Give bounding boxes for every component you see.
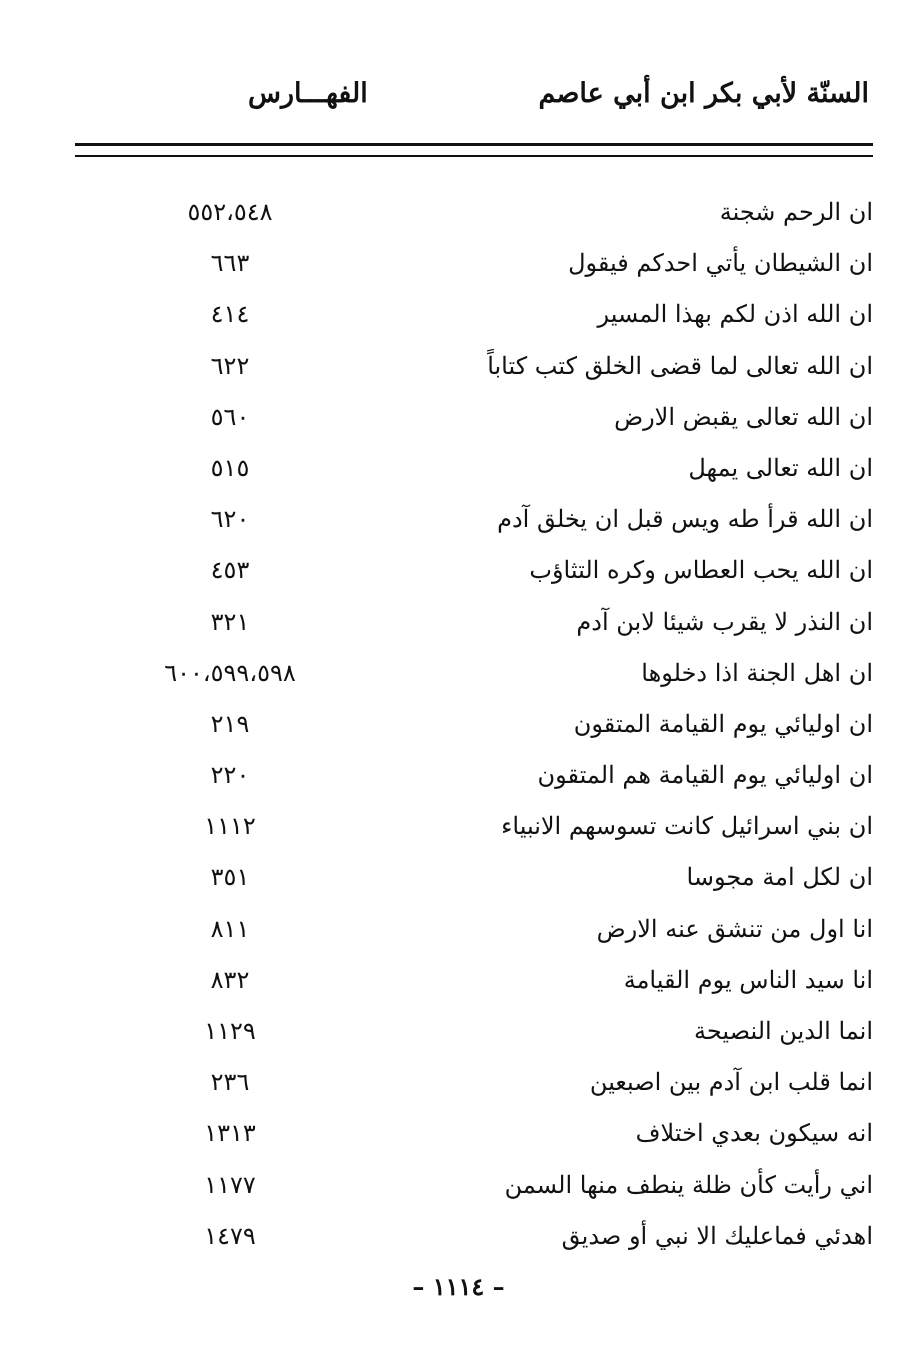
entry-text: اني رأيت كأن ظلة ينطف منها السمن <box>504 1170 873 1199</box>
entry-text: ان لكل امة مجوسا <box>686 863 873 892</box>
section-title: الفهـــارس <box>248 78 368 109</box>
entry-pages: ٦٢٢ <box>210 351 250 380</box>
entry-pages: ١١١٢ <box>204 812 256 841</box>
index-entry <box>100 600 873 651</box>
index-entry <box>100 1009 873 1060</box>
index-entry <box>100 548 873 599</box>
entry-text: ان اوليائي يوم القيامة المتقون <box>573 709 873 738</box>
entry-pages: ٢٣٦ <box>210 1068 250 1097</box>
index-entry <box>100 855 873 906</box>
entry-pages: ٣٢١ <box>210 607 250 636</box>
index-entry <box>100 907 873 958</box>
entry-pages: ٨٣٢ <box>210 965 250 994</box>
index-entry <box>100 292 873 343</box>
entry-pages: ١١٢٩ <box>204 1017 256 1045</box>
entry-pages: ٤١٤ <box>210 300 250 329</box>
entry-text: ان بني اسرائيل كانت تسوسهم الانبياء <box>501 812 873 841</box>
entry-text: انه سيكون بعدي اختلاف <box>635 1119 873 1148</box>
entry-text: انا سيد الناس يوم القيامة <box>623 965 873 994</box>
entry-pages: ٦٠٠،٥٩٩،٥٩٨ <box>164 658 296 687</box>
header-rule-thick <box>75 143 873 146</box>
entry-text: ان الله تعالى لما قضى الخلق كتب كتاباً <box>487 351 873 380</box>
entry-text: انا اول من تنشق عنه الارض <box>596 914 873 943</box>
entry-text: ان الرحم شجنة <box>719 198 873 226</box>
entry-pages: ٥١٥ <box>210 453 250 482</box>
index-entry <box>100 651 873 702</box>
entry-text: ان الله قرأ طه ويس قبل ان يخلق آدم <box>497 505 873 534</box>
entry-text: ان الله تعالى يقبض الارض <box>614 402 873 431</box>
index-entry <box>100 344 873 395</box>
entry-pages: ٨١١ <box>210 914 250 943</box>
entry-pages: ٥٥٢،٥٤٨ <box>187 198 273 226</box>
index-entry <box>100 958 873 1009</box>
entry-text: ان الشيطان يأتي احدكم فيقول <box>568 249 873 278</box>
entry-pages: ٤٥٣ <box>210 556 250 585</box>
entry-pages: ٢٢٠ <box>210 761 250 790</box>
entry-pages: ٦٢٠ <box>210 505 250 534</box>
entry-text: انما الدين النصيحة <box>694 1017 873 1045</box>
index-entry <box>100 241 873 292</box>
entry-text: ان الله اذن لكم بهذا المسير <box>597 300 873 329</box>
entry-text: انما قلب ابن آدم بين اصبعين <box>589 1068 873 1097</box>
index-entry <box>100 1214 873 1265</box>
index-entry <box>100 1163 873 1214</box>
entry-pages: ١١٧٧ <box>204 1170 256 1199</box>
index-entry <box>100 446 873 497</box>
entry-pages: ٦٦٣ <box>210 249 250 278</box>
book-title: السنّة لأبي بكر ابن أبي عاصم <box>538 78 869 109</box>
entry-pages: ١٤٧٩ <box>204 1221 256 1250</box>
index-entry <box>100 804 873 855</box>
index-entry <box>100 753 873 804</box>
index-entry <box>100 395 873 446</box>
entry-text: ان اهل الجنة اذا دخلوها <box>641 658 873 687</box>
index-entry <box>100 497 873 548</box>
entry-pages: ٣٥١ <box>210 863 250 892</box>
index-entry <box>100 702 873 753</box>
index-list <box>100 190 873 1265</box>
entry-pages: ٥٦٠ <box>210 402 250 431</box>
entry-text: ان الله تعالى يمهل <box>688 453 873 482</box>
entry-text: اهدئي فماعليك الا نبي أو صديق <box>561 1221 873 1250</box>
entry-pages: ٢١٩ <box>210 709 250 738</box>
entry-pages: ١٣١٣ <box>204 1119 256 1148</box>
page-number: – ١١١٤ – <box>412 1272 505 1301</box>
index-entry <box>100 1111 873 1162</box>
index-entry <box>100 1060 873 1111</box>
entry-text: ان النذر لا يقرب شيئا لابن آدم <box>576 607 873 636</box>
index-entry <box>100 190 873 241</box>
header-rule-thin <box>75 155 873 157</box>
entry-text: ان اوليائي يوم القيامة هم المتقون <box>537 761 873 790</box>
entry-text: ان الله يحب العطاس وكره التثاؤب <box>529 556 873 585</box>
